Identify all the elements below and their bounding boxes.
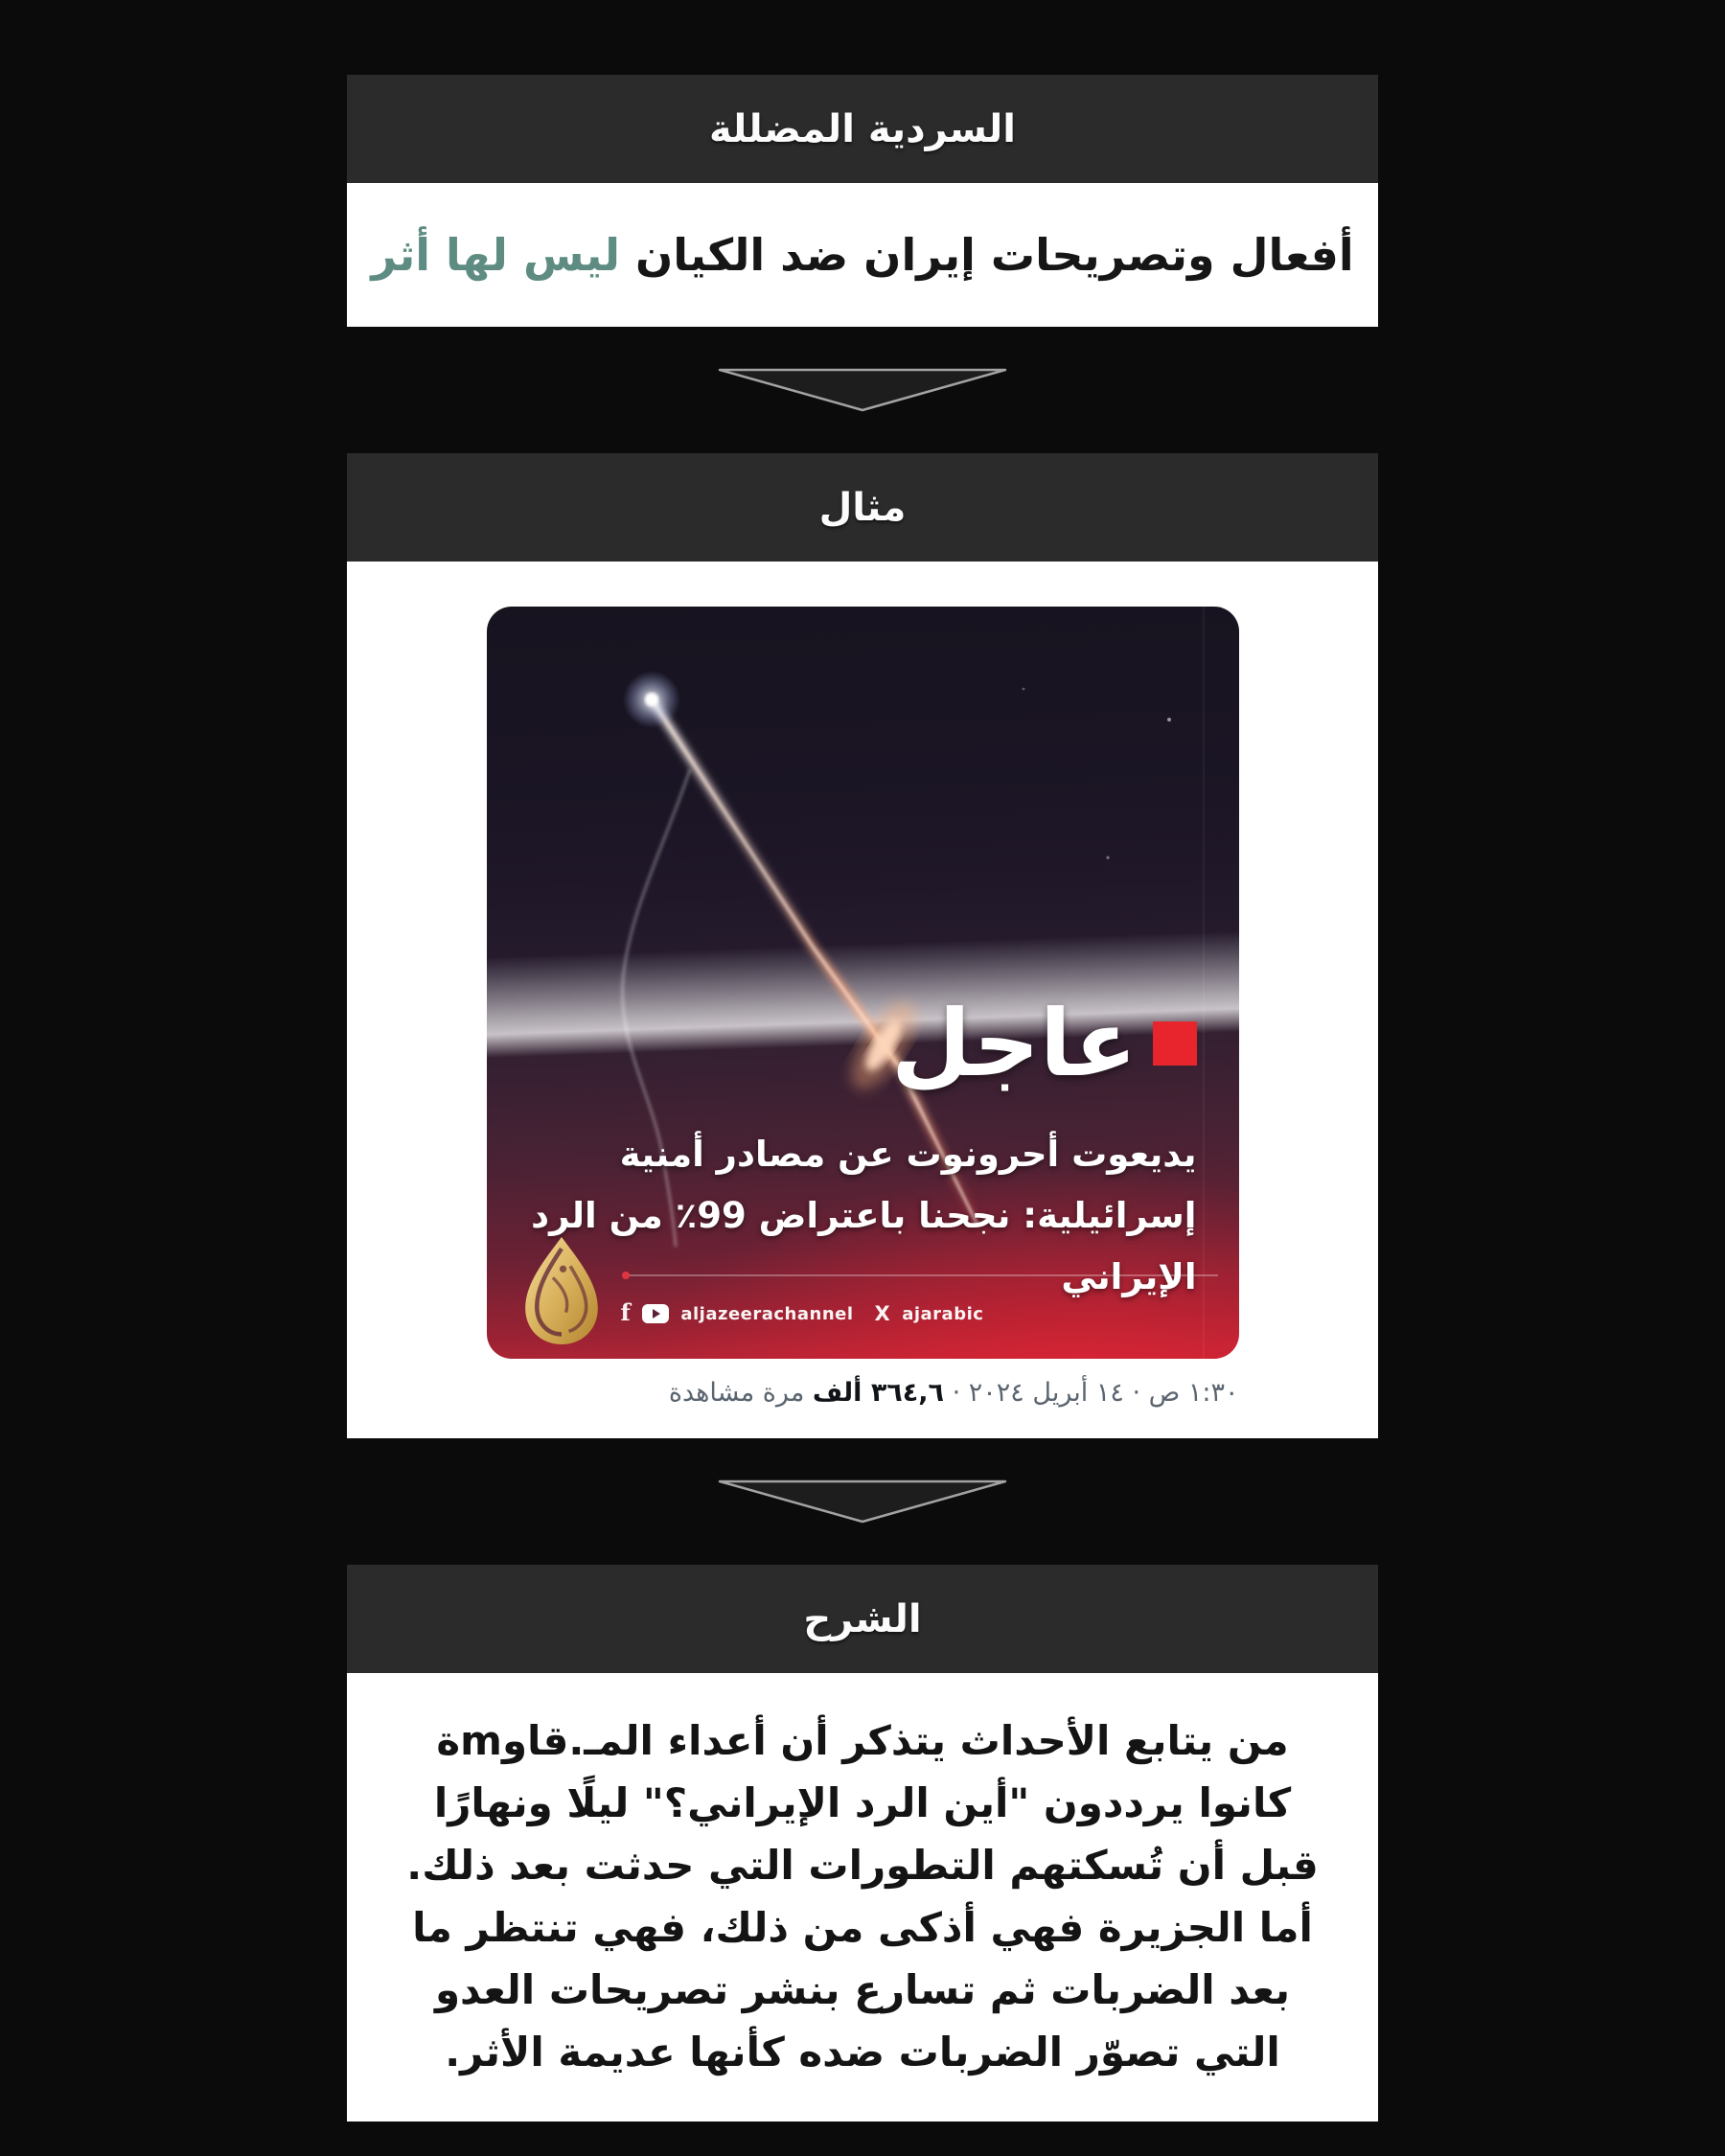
explanation-header-bar bbox=[347, 1565, 1378, 1673]
narrative-statement bbox=[371, 229, 1353, 281]
caption-separator: · bbox=[1132, 1378, 1141, 1408]
narrative-statement-highlight: ليس لها أثر bbox=[371, 229, 621, 281]
post-headline-line: الإيراني bbox=[1061, 1256, 1197, 1297]
breaking-red-square-icon bbox=[1153, 1021, 1197, 1066]
red-dot-icon bbox=[622, 1272, 630, 1279]
narrative-header-title: السردية المضللة bbox=[709, 106, 1016, 151]
caption-views-suffix: مرة مشاهدة bbox=[668, 1378, 805, 1408]
aljazeera-post-image bbox=[487, 607, 1239, 1359]
example-header-title: مثال bbox=[818, 485, 907, 530]
example-section bbox=[347, 453, 1378, 1438]
example-header-bar bbox=[347, 453, 1378, 562]
narrative-statement-main: أفعال وتصريحات إيران ضد الكيان bbox=[635, 229, 1354, 281]
breaking-label: عاجل bbox=[891, 990, 1138, 1097]
caption-date: ١٤ أبريل ٢٠٢٤ bbox=[968, 1378, 1124, 1408]
social-handles-row bbox=[620, 1298, 984, 1326]
facebook-icon: f bbox=[620, 1298, 632, 1326]
post-headline bbox=[525, 1124, 1197, 1308]
arrow-down-icon bbox=[717, 367, 1008, 413]
post-headline-line: إسرائيلية: نجحنا باعتراض 99٪ من الرد bbox=[531, 1195, 1197, 1236]
explanation-text: من يتابع الأحداث يتذكر أن أعداء المـ.قاوmة كانوا يرددون "أين الرد الإيراني؟" ليلًا ونهارًا قبل أن تُسكتهم التطورات التي حدثت بعد ذلك. أما الجزيرة فهي أذكى من ذلك، فهي تنتظر ما بعد الضربات ثم تسارع بنشر تصريحات العدو التي تصوّر الضربات ضده كأنها عديمة الأثر. bbox=[406, 1717, 1319, 2076]
post-caption bbox=[487, 1378, 1239, 1408]
youtube-icon bbox=[642, 1304, 669, 1323]
aljazeera-logo-icon bbox=[516, 1234, 608, 1347]
breaking-banner bbox=[891, 990, 1197, 1097]
explanation-section bbox=[347, 1565, 1378, 2122]
narrative-section bbox=[347, 0, 1378, 327]
caption-separator: · bbox=[952, 1378, 961, 1408]
x-icon: X bbox=[874, 1302, 891, 1325]
example-content-box bbox=[347, 562, 1378, 1438]
explanation-content-box bbox=[347, 1673, 1378, 2122]
narrative-header-bar bbox=[347, 75, 1378, 183]
caption-views-count: ٣٦٤,٦ ألف bbox=[812, 1378, 945, 1408]
flow-arrow-1 bbox=[0, 327, 1725, 453]
post-headline-line: يديعوت أحرونوت عن مصادر أمنية bbox=[619, 1134, 1197, 1175]
caption-time: ١:٣٠ ص bbox=[1148, 1378, 1239, 1408]
narrative-statement-box bbox=[347, 183, 1378, 327]
post-divider bbox=[624, 1274, 1218, 1276]
arrow-down-icon bbox=[717, 1479, 1008, 1525]
flow-arrow-2 bbox=[0, 1438, 1725, 1565]
social-handle-youtube-facebook: aljazeerachannel bbox=[680, 1303, 854, 1324]
explanation-header-title: الشرح bbox=[803, 1596, 922, 1641]
social-handle-x: ajarabic bbox=[902, 1303, 984, 1324]
